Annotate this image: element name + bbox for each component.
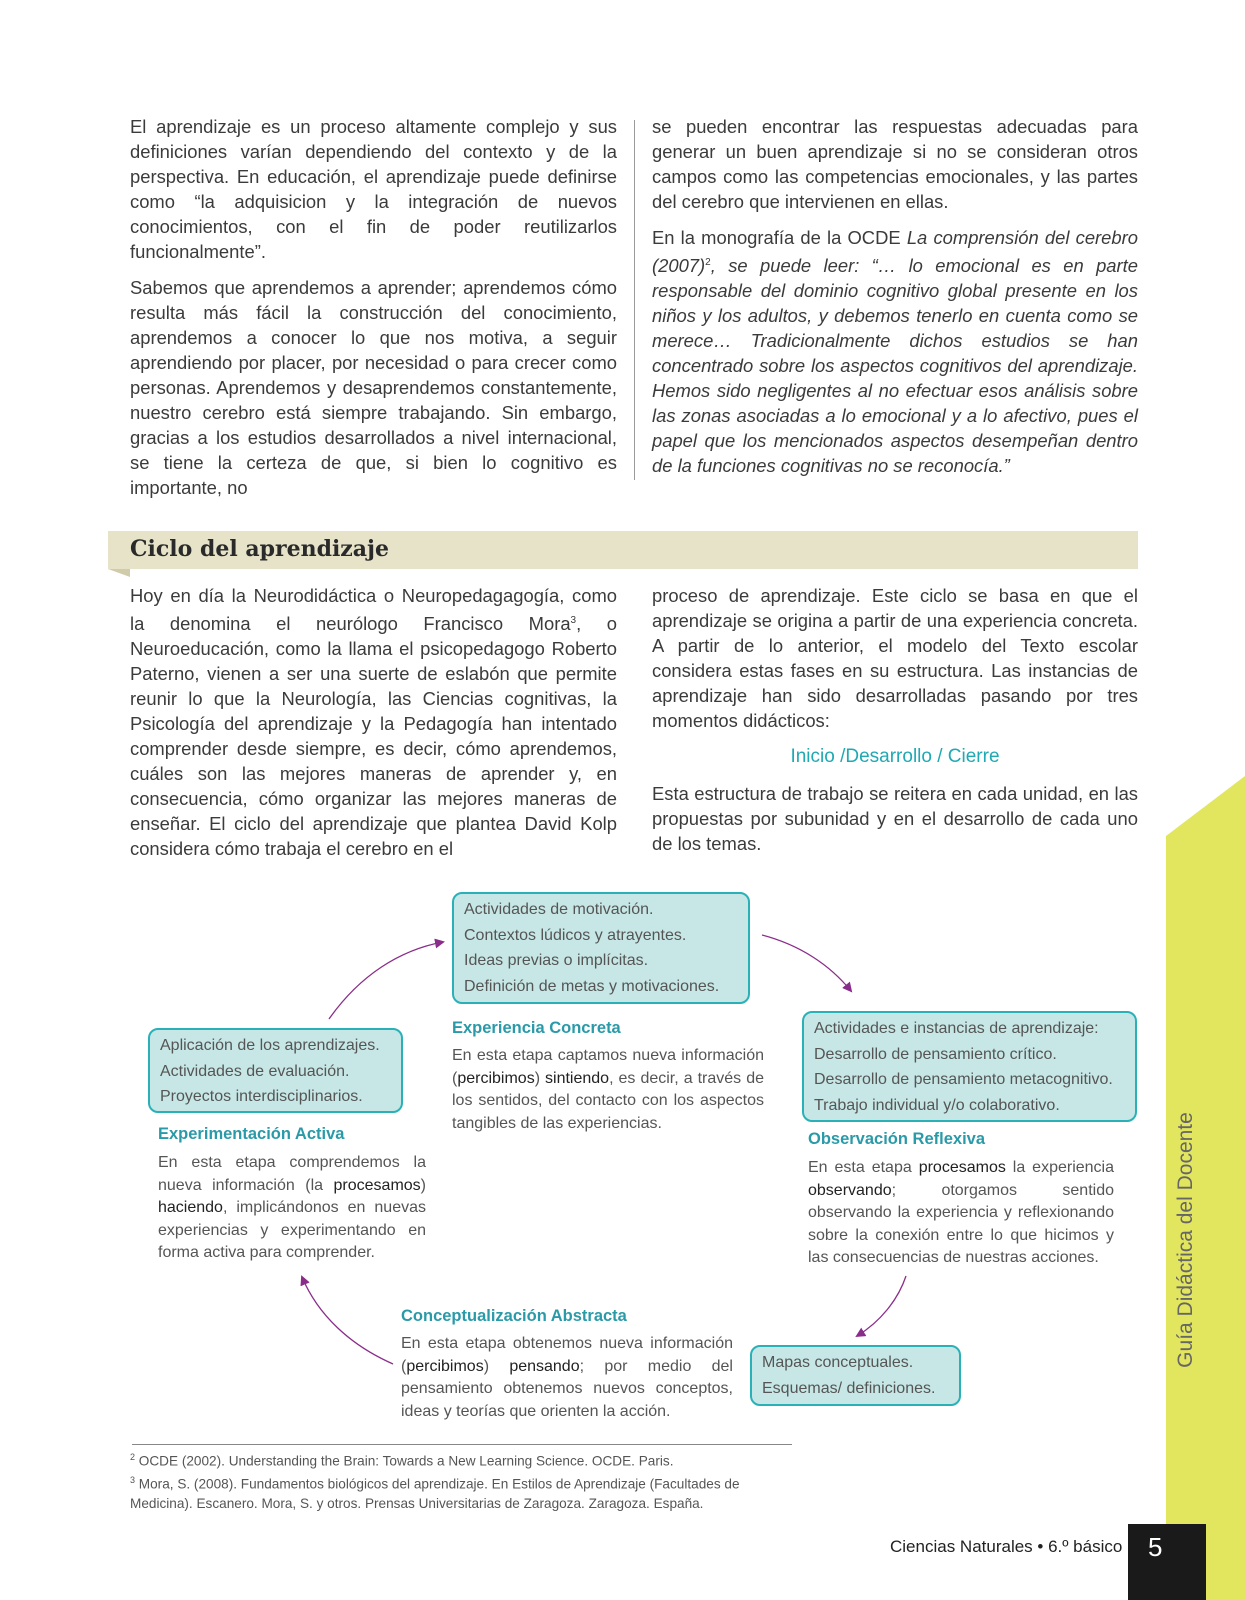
footnote-3-text: Mora, S. (2008). Fundamentos biológicos del aprendizaje. En Estilos de Aprendizaje (Facultades de Medicina). Escanero. Mora, S. y otros. Prensas Universitarias de Zaragoza. Zaragoza. España. [130,1476,740,1511]
monograph-title: La comprensión del cerebro (2007) [652,227,1138,277]
intro-paragraph-4 [652,225,1138,478]
concreta-t3: , es decir, a través de los sentidos, del contacto con los aspectos tangibles de las experiencias. [452,1069,764,1132]
concreta-t1: En esta etapa captamos nueva información ( [452,1047,764,1087]
reflexiva-keyword-2: observando [808,1181,892,1199]
concreta-keyword-2: sintiendo [545,1069,610,1087]
footnote-2-text: OCDE (2002). Understanding the Brain: Towards a New Learning Science. OCDE. Paris. [135,1453,674,1469]
box-application [148,1028,403,1113]
ocde-quote: , se puede leer: “… lo emocional es en parte responsable del dominio cognitivo global presente en los niños y los adultos, y debemos tenerlo en cuenta como se merece… Tradicionalmente dichos estudios se han concentrado sobre los aspectos cognitivos del aprendizaje. Hemos sido negligentes al no efectuar esos análisis sobre las zonas asociadas a lo emocional y a lo afectivo, pues el papel que los mencionados aspectos desempeñan dentro de la funciones cognitivas no se reconocía.” [652,255,1138,477]
stage-title-activa: Experimentación Activa [158,1125,345,1143]
box-bottom-line-1: Mapas conceptuales. [762,1354,914,1371]
p1-part-b: , o Neuroeducación, como la llama el psicopedagogo Roberto Paterno, vienen a ser una suerte de eslabón que permite reunir lo que la Neurología, las Ciencias cognitivas, la Psicología del aprendizaje y la Pedagogía han intentado comprender desde siempre, es decir, cómo aprendemos, cuáles son las mejores maneras de aprender y, en consecuencia, cómo organizar las mejores maneras de enseñar. El ciclo del aprendizaje que plantea David Kolp considera cómo trabaja el cerebro en el [130,613,617,860]
activa-t2: ) [420,1176,426,1194]
abstracta-keyword-2: pensando [509,1357,580,1375]
section-title: Ciclo del aprendizaje [130,536,390,562]
section-column-left [130,583,617,872]
footnote-3-mark: 3 [130,1475,136,1485]
didactic-moments: Inicio /Desarrollo / Cierre [790,746,1000,767]
p4-lead: En la monografía de la OCDE [652,227,907,248]
box-right-line-1: Actividades e instancias de aprendizaje: [814,1020,1099,1037]
box-top-line-4: Definición de metas y motivaciones. [464,977,720,995]
section-paragraph-2: proceso de aprendizaje. Este ciclo se basa en que el aprendizaje se origina a partir de una experiencia concreta. A partir de lo anterior, el modelo del Texto escolar considera estas fases en su estructura. Las instancias de aprendizaje han sido desarrolladas pasando por tres momentos didácticos: [652,585,1138,731]
box-learning-activities [802,1011,1137,1122]
box-left-line-2: Actividades de evaluación. [160,1062,350,1080]
vertical-label-text: Guía Didáctica del Docente [1174,1112,1197,1368]
box-left-line-1: Aplicación de los aprendizajes. [160,1037,380,1054]
page-number: 5 [1148,1532,1163,1562]
concreta-keyword-1: percibimos [457,1069,535,1087]
abstracta-t1: En esta etapa obtenemos nueva información ( [401,1335,733,1375]
reflexiva-t1: En esta etapa [808,1159,919,1176]
stage-text-activa [158,1152,426,1265]
footnote-2 [130,1448,800,1471]
footnote-2-mark: 2 [130,1452,136,1462]
box-motivation [452,892,750,1004]
abstracta-t3: ; por medio del pensamiento obtenemos nuevos conceptos, ideas y teorías que orienten la acción. [401,1357,733,1420]
footer-subject: Ciencias Naturales • 6.º básico [890,1537,1123,1556]
arrow-top-to-right [762,935,851,991]
arrow-right-to-bottom [857,1276,906,1336]
box-right-line-2: Desarrollo de pensamiento crítico. [814,1045,1057,1063]
abstracta-t2: ) [483,1357,510,1375]
p1-part-a: Hoy en día la Neurodidáctica o Neuropedagagogía, como la denomina el neurólogo Francisco Mora [130,585,617,635]
intro-column-right [652,114,1138,489]
intro-paragraph-2: Sabemos que aprendemos a aprender; aprendemos cómo resulta más fácil la construcción del conocimiento, aprendemos a conocer lo que nos motiva, a seguir aprendiendo por placer, por necesidad o para crecer como personas. Aprendemos y desaprendemos constantemente, nuestro cerebro está siempre trabajando. Sin embargo, gracias a los estudios desarrollados a nivel internacional, se tiene la certeza de que, si bien lo cognitivo es importante, no [130,277,617,498]
activa-t3: , implicándonos en nuevas experiencias y experimentando en forma activa para comprender. [158,1199,426,1261]
page-number-box [1128,1524,1206,1600]
footnote-3 [130,1471,800,1513]
intro-paragraph-1: El aprendizaje es un proceso altamente complejo y sus definiciones varían dependiendo del contexto y de la perspectiva. En educación, el aprendizaje puede definirse como “la adquisicion y la integración de nuevos conocimientos, con el fin de poder reutilizarlos funcionalmente”. [130,116,617,262]
footnote-divider [132,1444,792,1445]
stage-title-reflexiva: Observación Reflexiva [808,1130,986,1148]
box-left-line-3: Proyectos interdisciplinarios. [160,1088,363,1105]
box-right-line-3: Desarrollo de pensamiento metacognitivo. [814,1071,1113,1088]
arrow-bottom-to-left [302,1277,393,1364]
section-paragraph-1 [130,583,617,861]
footnote-ref-2: 2 [705,257,711,268]
reflexiva-t3: ; otorgamos sentido observando la experiencia y reflexionando sobre la conexión entre lo que hicimos y las consecuencias de nuestras acciones. [808,1181,1114,1266]
column-divider [634,120,635,480]
box-top-line-3: Ideas previas o implícitas. [464,952,649,969]
reflexiva-t2: la experiencia [1005,1159,1115,1176]
stage-title-abstracta: Conceptualización Abstracta [401,1307,627,1325]
footnote-ref-3: 3 [570,615,577,626]
box-concept-maps [750,1345,961,1406]
reflexiva-keyword-1: procesamos [918,1159,1006,1176]
box-top-line-1: Actividades de motivación. [464,901,654,918]
stage-text-reflexiva [808,1157,1114,1270]
abstracta-keyword-1: percibimos [406,1357,484,1375]
arrow-left-to-top [329,942,443,1019]
stage-text-abstracta [401,1333,733,1423]
intro-column-left [130,114,617,511]
stage-title-concreta: Experiencia Concreta [452,1019,621,1037]
activa-keyword-2: haciendo [158,1199,223,1216]
activa-t1: En esta etapa comprendemos la nueva información (la [158,1154,426,1194]
intro-paragraph-3: se pueden encontrar las respuestas adecuadas para generar un buen aprendizaje si no se consideran otros campos como las competencias emocionales, y las partes del cerebro que intervienen en ellas. [652,116,1138,212]
section-paragraph-3: Esta estructura de trabajo se reitera en cada unidad, en las propuestas por subunidad y en el desarrollo de cada uno de los temas. [652,783,1138,854]
box-top-line-2: Contextos lúdicos y atrayentes. [464,926,687,944]
activa-keyword-1: procesamos [333,1176,421,1194]
box-right-line-4: Trabajo individual y/o colaborativo. [814,1096,1060,1114]
section-column-right [652,583,1138,867]
stage-text-concreta [452,1045,764,1135]
concreta-t2: ) [534,1069,546,1087]
box-bottom-line-2: Esquemas/ definiciones. [762,1379,936,1397]
